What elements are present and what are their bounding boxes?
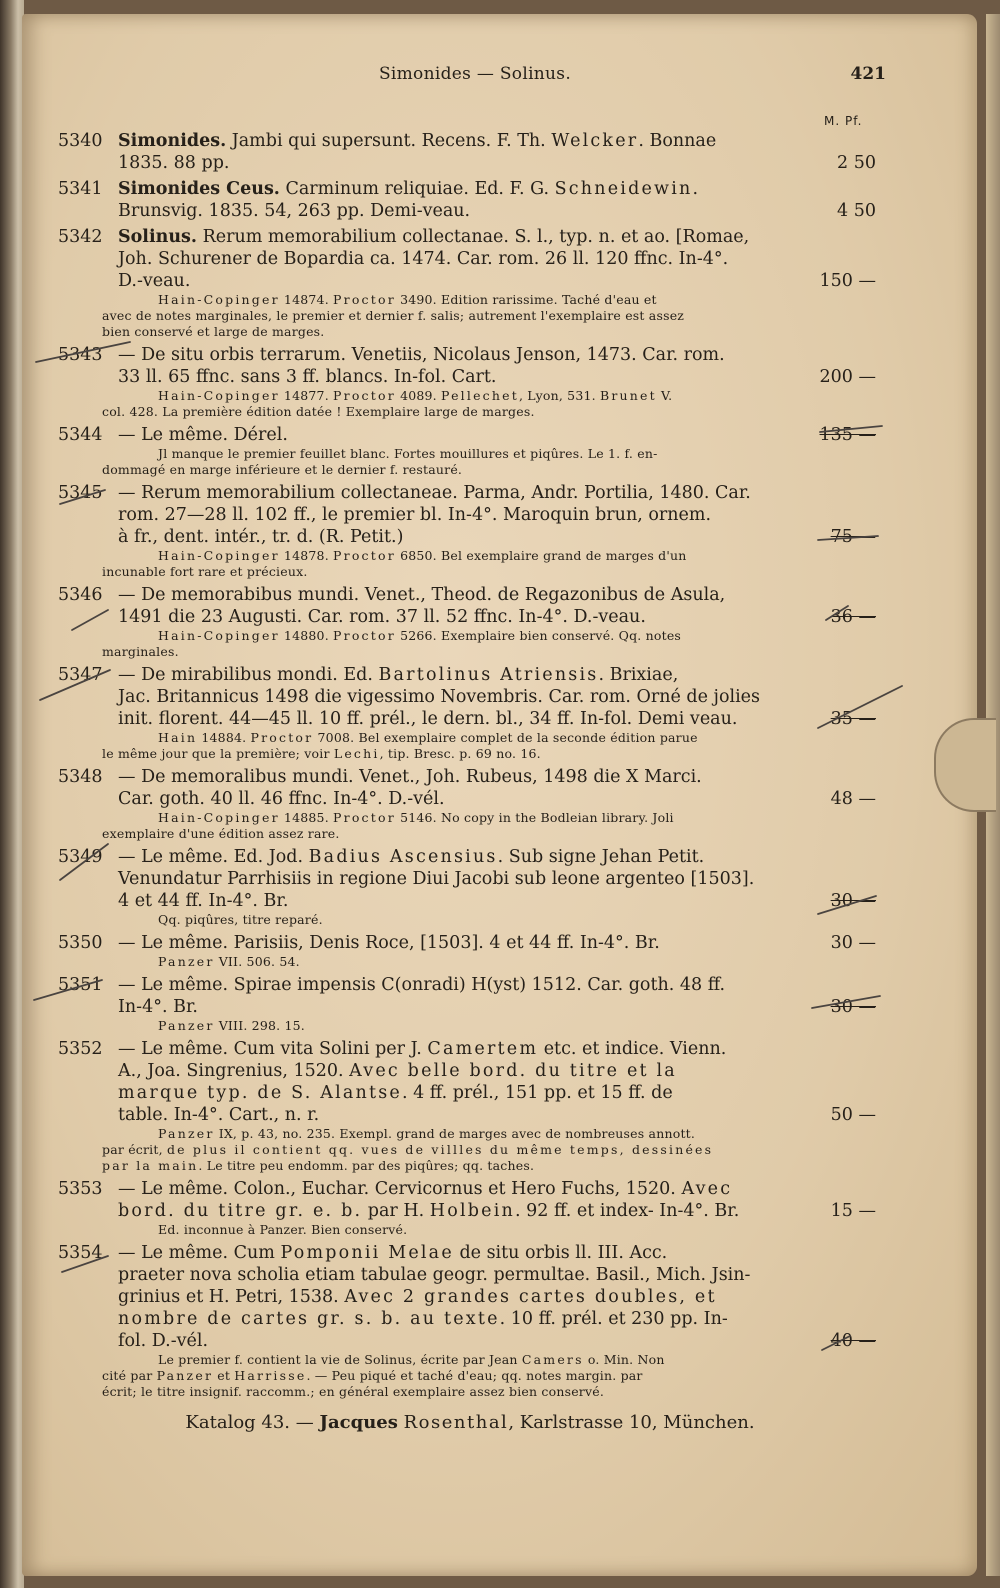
entry-line — [58, 1038, 882, 1060]
author-name: Simonides Ceus. — [118, 179, 280, 199]
entry-line — [58, 366, 882, 388]
note-text: avec de notes marginales, le premier et dernier f. salis; autrement l'exemplaire est assez — [102, 308, 685, 323]
entry-text: Schneidewin — [554, 179, 693, 199]
catalog-entry — [58, 130, 882, 174]
note-text: Harrisse — [234, 1368, 307, 1383]
entry-line — [58, 1308, 882, 1330]
entry-note — [58, 912, 882, 928]
entry-note — [58, 746, 882, 762]
author-name: Solinus. — [118, 227, 197, 247]
lot-price: 30 — — [830, 997, 876, 1017]
lot-price: 150 — — [819, 271, 876, 291]
lot-number: 5346 — [58, 585, 103, 605]
note-text: 4089. — [395, 388, 442, 403]
entry-line — [58, 248, 882, 270]
lot-price: 30 — — [830, 891, 876, 911]
entry-line — [58, 1286, 882, 1308]
note-text: Panzer — [158, 954, 215, 969]
entry-text: nombre de cartes gr. s. b. au texte — [118, 1309, 500, 1329]
entry-text: Badius Ascensius — [308, 847, 498, 867]
entry-text: de situ orbis ll. III. Acc. — [453, 1243, 668, 1263]
entry-text: — De mirabilibus mondi. Ed. — [118, 665, 379, 685]
note-text: Proctor — [333, 810, 396, 825]
lot-number: 5352 — [58, 1039, 103, 1059]
note-text: Qq. piqûres, titre reparé. — [158, 912, 323, 927]
footer-publisher: Rosenthal — [403, 1412, 509, 1433]
note-text: dommagé en marge inférieure et le dernier f. restauré. — [102, 462, 463, 477]
entry-note — [58, 446, 882, 462]
entry-text: 4 et 44 ff. In-4°. Br. — [118, 891, 289, 911]
entry-line — [58, 200, 882, 222]
entry-note — [58, 462, 882, 478]
lot-price: 15 — — [830, 1201, 876, 1221]
entry-note — [58, 954, 882, 970]
entry-text: Jac. Britannicus 1498 die vigessimo Novembris. Car. rom. Orné de jolies — [118, 687, 761, 707]
entry-line — [58, 974, 882, 996]
note-text: et — [213, 1368, 235, 1383]
note-text: Proctor — [333, 548, 396, 563]
entry-text: marque typ. de S. Alantse — [118, 1083, 402, 1103]
lot-number: 5345 — [58, 483, 103, 503]
lot-price: 50 — — [830, 1105, 876, 1125]
entry-text: init. florent. 44—45 ll. 10 ff. prél., le dern. bl., 34 ff. In-fol. Demi veau. — [118, 709, 738, 729]
entry-line — [58, 1082, 882, 1104]
note-text: Panzer — [158, 1126, 215, 1141]
entry-text: A., Joa. Singrenius, 1520. — [118, 1061, 350, 1081]
note-text: cité par — [102, 1368, 157, 1383]
lot-number: 5349 — [58, 847, 103, 867]
note-text: 5266. Exemplaire bien conservé. Qq. notes — [395, 628, 682, 643]
entry-text: Joh. Schurener de Bopardia ca. 1474. Car. rom. 26 ll. 120 ffnc. In-4°. — [118, 249, 729, 269]
lot-price: 200 — — [819, 367, 876, 387]
note-text: IX, p. 43, no. 235. Exempl. grand de marges avec de nombreuses annott. — [214, 1126, 696, 1141]
note-text: Lechi — [333, 746, 380, 761]
entry-note — [58, 548, 882, 564]
entry-text: etc. et indice. Vienn. — [538, 1039, 727, 1059]
note-text: exemplaire d'une édition assez rare. — [102, 826, 340, 841]
lot-number: 5344 — [58, 425, 103, 445]
note-text: VIII. 298. 15. — [214, 1018, 305, 1033]
entry-line — [58, 1200, 882, 1222]
footer-catalog: Katalog 43. — — [185, 1412, 320, 1433]
note-text: marginales. — [102, 644, 179, 659]
lot-number: 5350 — [58, 933, 103, 953]
entry-text: par H. — [362, 1201, 430, 1221]
entry-text: praeter nova scholia etiam tabulae geogr. permultae. Basil., Mich. Jsin- — [118, 1265, 751, 1285]
entry-line — [58, 130, 882, 152]
entry-note — [58, 292, 882, 308]
note-text: bien conservé et large de marges. — [102, 324, 325, 339]
entry-text: . 92 ff. et index- In-4°. Br. — [514, 1201, 740, 1221]
entry-note — [58, 628, 882, 644]
entry-note — [58, 564, 882, 580]
entry-note — [58, 730, 882, 746]
lot-number: 5343 — [58, 345, 103, 365]
entry-line — [58, 1264, 882, 1286]
lot-number: 5342 — [58, 227, 103, 247]
entry-line — [58, 270, 882, 292]
entry-note — [58, 308, 882, 324]
entry-note — [58, 1142, 882, 1158]
note-text: 14878. — [279, 548, 334, 563]
note-text: col. 428. La première édition datée ! Exemplaire large de marges. — [102, 404, 535, 419]
entry-line — [58, 504, 882, 526]
entry-text: . Bonnae — [638, 131, 717, 151]
catalog-entry — [58, 664, 882, 762]
note-text: 3490. Edition rarissime. Taché d'eau et — [395, 292, 657, 307]
note-text: incunable fort rare et précieux. — [102, 564, 308, 579]
entry-text: Pomponii Melae — [280, 1243, 454, 1263]
catalog-entry — [58, 1038, 882, 1174]
entry-text: — Le même. Spirae impensis C(onradi) H(yst) 1512. Car. goth. 48 ff. — [118, 975, 726, 995]
entry-text: D.-veau. — [118, 271, 191, 291]
entry-line — [58, 1178, 882, 1200]
entry-text: . 10 ff. prél. et 230 pp. In- — [499, 1309, 728, 1329]
note-text: . Le titre peu endomm. par des piqûres; qq. taches. — [198, 1158, 535, 1173]
entry-note — [58, 1126, 882, 1142]
entry-text: bord. du titre gr. e. b. — [118, 1201, 363, 1221]
note-text: écrit; le titre insignif. raccomm.; en général exemplaire assez bien conservé. — [102, 1384, 605, 1399]
entry-line — [58, 152, 882, 174]
note-text: Proctor — [250, 730, 314, 745]
note-text: Hain-Copinger — [158, 628, 280, 643]
note-text: Panzer — [158, 1018, 215, 1033]
footer-address: , Karlstrasse 10, München. — [508, 1412, 755, 1433]
entry-text: Bartolinus Atriensis — [378, 665, 599, 685]
book-binding — [0, 0, 24, 1588]
entry-text: — De memorabibus mundi. Venet., Theod. de Regazonibus de Asula, — [118, 585, 726, 605]
note-text: 6850. Bel exemplaire grand de marges d'un — [395, 548, 687, 563]
lot-price: 75 — — [830, 527, 876, 547]
catalog-entry — [58, 974, 882, 1034]
entry-text: Jambi qui supersunt. Recens. F. Th. — [226, 131, 552, 151]
entry-text: — De memoralibus mundi. Venet., Joh. Rubeus, 1498 die X Marci. — [118, 767, 702, 787]
catalog-entry — [58, 846, 882, 928]
entry-text: Avec 2 grandes cartes doubles, et — [344, 1287, 717, 1307]
entry-line — [58, 526, 882, 548]
entry-text: — Le même. Colon., Euchar. Cervicornus et Hero Fuchs, 1520. — [118, 1179, 682, 1199]
catalog-entry — [58, 226, 882, 340]
lot-number: 5340 — [58, 131, 103, 151]
lot-price: 48 — — [830, 789, 876, 809]
note-text: Panzer — [156, 1368, 214, 1383]
note-text: Proctor — [333, 292, 396, 307]
currency-header: M. Pf. — [824, 114, 863, 128]
note-text: le même jour que la première; voir — [102, 746, 334, 761]
entry-text: Avec — [681, 1179, 733, 1199]
entry-line — [58, 686, 882, 708]
lot-price: 2 50 — [837, 153, 876, 173]
entry-text: — Rerum memorabilium collectaneae. Parma, Andr. Portilia, 1480. Car. — [118, 483, 751, 503]
entry-line — [58, 890, 882, 912]
entry-text: 1835. 88 pp. — [118, 153, 230, 173]
lot-number: 5348 — [58, 767, 103, 787]
running-title: Simonides — Solinus. — [378, 64, 572, 84]
note-text: Proctor — [333, 628, 396, 643]
entry-line — [58, 932, 882, 954]
entry-note — [58, 404, 882, 420]
lot-number: 5351 — [58, 975, 103, 995]
entry-text: Venundatur Parrhisiis in regione Diui Jacobi sub leone argenteo [1503]. — [118, 869, 755, 889]
lot-price: 35 — — [830, 709, 876, 729]
entry-text: . Brixiae, — [598, 665, 679, 685]
note-text: Hain-Copinger — [158, 292, 280, 307]
entry-line — [58, 584, 882, 606]
entry-text: Avec belle bord. du titre et la — [349, 1061, 677, 1081]
note-text: 7008. Bel exemplaire complet de la seconde édition parue — [313, 730, 698, 745]
entry-line — [58, 424, 882, 446]
note-text: 14880. — [279, 628, 334, 643]
entry-note — [58, 1018, 882, 1034]
thumb-tab — [934, 718, 996, 812]
note-text: 14874. — [279, 292, 334, 307]
entry-text: — De situ orbis terrarum. Venetiis, Nicolaus Jenson, 1473. Car. rom. — [118, 345, 725, 365]
note-text: Hain-Copinger — [158, 388, 280, 403]
entry-text: 33 ll. 65 ffnc. sans 3 ff. blancs. In-fol. Cart. — [118, 367, 497, 387]
entry-text: Holbein — [429, 1201, 515, 1221]
note-text: Ed. inconnue à Panzer. Bien conservé. — [158, 1222, 408, 1237]
lot-price: 40 — — [830, 1331, 876, 1351]
note-text: VII. 506. 54. — [214, 954, 300, 969]
entry-line — [58, 344, 882, 366]
entry-text: Car. goth. 40 ll. 46 ffnc. In-4°. D.-vél. — [118, 789, 445, 809]
note-text: V. — [656, 388, 673, 403]
note-text: Proctor — [333, 388, 396, 403]
entry-text: table. In-4°. Cart., n. r. — [118, 1105, 320, 1125]
entry-text: Carminum reliquiae. Ed. F. G. — [279, 179, 555, 199]
lot-price: 36 — — [830, 607, 876, 627]
lot-price: 135 — — [819, 425, 876, 445]
catalog-entry — [58, 1242, 882, 1400]
entry-note — [58, 1222, 882, 1238]
entry-note — [58, 826, 882, 842]
entry-text: — Le même. Cum vita Solini per J. — [118, 1039, 428, 1059]
note-text: Jl manque le premier feuillet blanc. Fortes mouillures et piqûres. Le 1. f. en- — [158, 446, 658, 461]
entry-line — [58, 226, 882, 248]
entry-note — [58, 1368, 882, 1384]
page-number: 421 — [850, 64, 886, 84]
entry-line — [58, 178, 882, 200]
entry-text: fol. D.-vél. — [118, 1331, 209, 1351]
lot-price: 30 — — [830, 933, 876, 953]
page-footer — [58, 1412, 882, 1433]
lot-number: 5354 — [58, 1243, 103, 1263]
entry-line — [58, 1104, 882, 1126]
note-text: 5146. No copy in the Bodleian library. Joli — [395, 810, 674, 825]
entry-text: grinius et H. Petri, 1538. — [118, 1287, 345, 1307]
note-text: o. Min. Non — [583, 1352, 665, 1367]
catalog-entry — [58, 424, 882, 478]
lot-number: 5347 — [58, 665, 103, 685]
entry-text: 1491 die 23 Augusti. Car. rom. 37 ll. 52 ffnc. In-4°. D.-veau. — [118, 607, 646, 627]
entry-text: Camertem — [427, 1039, 539, 1059]
note-text: par écrit, — [102, 1142, 167, 1157]
entry-note — [58, 1158, 882, 1174]
entry-line — [58, 766, 882, 788]
entry-line — [58, 788, 882, 810]
entry-text: In-4°. Br. — [118, 997, 198, 1017]
note-text: Brunet — [599, 388, 657, 403]
entry-text: — Le même. Dérel. — [118, 425, 288, 445]
entry-line — [58, 868, 882, 890]
note-text: , Lyon, 531. — [518, 388, 600, 403]
note-text: Hain-Copinger — [158, 810, 280, 825]
note-text: 14884. — [197, 730, 251, 745]
note-text: Hain-Copinger — [158, 548, 280, 563]
entry-note — [58, 644, 882, 660]
entry-note — [58, 388, 882, 404]
entry-text: Brunsvig. 1835. 54, 263 pp. Demi-veau. — [118, 201, 471, 221]
note-text: par la main — [102, 1158, 199, 1173]
note-text: Pellechet — [441, 388, 519, 403]
catalog-entry — [58, 344, 882, 420]
entry-note — [58, 324, 882, 340]
page-header — [60, 64, 890, 90]
note-text: 14885. — [279, 810, 334, 825]
catalog-entries — [58, 130, 882, 1404]
entry-line — [58, 1330, 882, 1352]
entry-text: — Le même. Ed. Jod. — [118, 847, 309, 867]
note-text: 14877. — [279, 388, 334, 403]
catalog-entry — [58, 584, 882, 660]
catalog-entry — [58, 178, 882, 222]
note-text: Le premier f. contient la vie de Solinus, écrite par Jean — [158, 1352, 522, 1367]
catalog-entry — [58, 482, 882, 580]
entry-line — [58, 664, 882, 686]
note-text: Hain — [158, 730, 198, 745]
entry-text: rom. 27—28 ll. 102 ff., le premier bl. In-4°. Maroquin brun, ornem. — [118, 505, 712, 525]
entry-line — [58, 1242, 882, 1264]
catalog-entry — [58, 932, 882, 970]
entry-text: . — [692, 179, 699, 199]
entry-text: Rerum memorabilium collectanae. S. l., typ. n. et ao. [Romae, — [197, 227, 750, 247]
entry-text: Welcker — [551, 131, 639, 151]
entry-text: . 4 ff. prél., 151 pp. et 15 ff. de — [401, 1083, 673, 1103]
entry-line — [58, 996, 882, 1018]
author-name: Simonides. — [118, 131, 227, 151]
entry-text: — Le même. Cum — [118, 1243, 281, 1263]
entry-note — [58, 810, 882, 826]
entry-line — [58, 1060, 882, 1082]
lot-number: 5341 — [58, 179, 103, 199]
entry-text: — Le même. Parisiis, Denis Roce, [1503]. 4 et 44 ff. In-4°. Br. — [118, 933, 660, 953]
entry-line — [58, 482, 882, 504]
lot-price: 4 50 — [837, 201, 876, 221]
footer-name: Jacques — [319, 1412, 398, 1433]
note-text: , tip. Bresc. p. 69 no. 16. — [379, 746, 541, 761]
catalog-entry — [58, 766, 882, 842]
entry-line — [58, 708, 882, 730]
entry-text: . Sub signe Jehan Petit. — [497, 847, 705, 867]
note-text: Camers — [521, 1352, 584, 1367]
catalog-entry — [58, 1178, 882, 1238]
note-text: de plus il contient qq. vues de villles du même temps, dessinées — [166, 1142, 714, 1157]
note-text: . — Peu piqué et taché d'eau; qq. notes margin. par — [306, 1368, 643, 1383]
entry-note — [58, 1352, 882, 1368]
entry-note — [58, 1384, 882, 1400]
entry-line — [58, 846, 882, 868]
entry-text: à fr., dent. intér., tr. d. (R. Petit.) — [118, 527, 404, 547]
entry-line — [58, 606, 882, 628]
lot-number: 5353 — [58, 1179, 103, 1199]
